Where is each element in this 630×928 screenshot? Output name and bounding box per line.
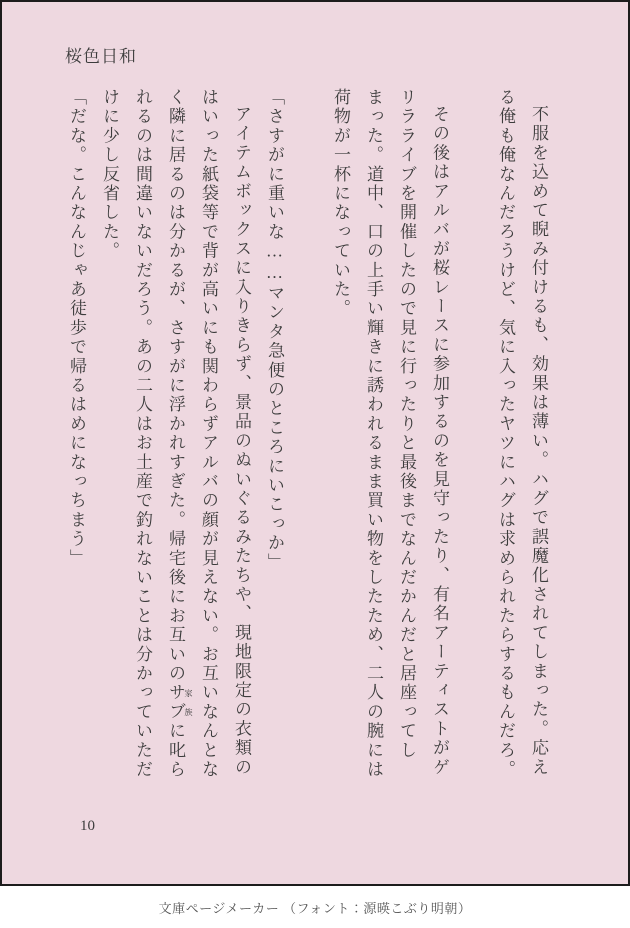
paragraph-1: 不服を込めて睨み付けるも、効果は薄い。ハグで誤魔化されてしまった。応える俺も俺なんだろうけど、気に入ったヤツにハグは求められたらするもんだろ。: [496, 88, 548, 780]
page-number: 10: [80, 818, 95, 834]
story-text: [55, 88, 555, 780]
paragraph-4: [93, 88, 258, 780]
paragraph-4-text-before-ruby: アイテムボックスに入りきらず、景品のぬいぐるみたちや、現地限定の衣類のはいった紙袋等で背が高いにも関わらずアルバの顔が見えない。お互いなんとなく隣に居るのは分かるが、さすがに浮かれすぎた。帰宅後にお互いの: [166, 88, 251, 780]
paragraph-2: その後はアルバが桜レースに参加するのを見守ったり、有名アーティストがゲリラライブを開催したので見に行ったりと最後までなんだかんだと居座ってしまった。道中、口の上手い輝きに誘われるまま買い物をしたため、二人の腕には荷物が一杯になっていた。: [331, 88, 449, 780]
ruby-base: サブ: [166, 683, 185, 722]
paragraph-5-dialogue: 「だな。こんなんじゃあ徒歩で帰るはめになっちまう」: [67, 88, 86, 568]
ruby-annotation: [166, 683, 193, 722]
page-title: 桜色日和: [65, 47, 137, 66]
ruby-text: 家族: [184, 683, 193, 722]
paragraph-4-text-after-ruby: に叱られるのは間違いないだろう。あの二人はお土産で釣れないことは分かっていただけに少し反省した。: [100, 88, 185, 780]
footer-credit: 文庫ページメーカー （フォント：源暎こぶり明朝）: [0, 886, 630, 928]
paragraph-3-dialogue: 「さすがに重いな……マンタ急便のところにいこっか」: [265, 88, 284, 572]
